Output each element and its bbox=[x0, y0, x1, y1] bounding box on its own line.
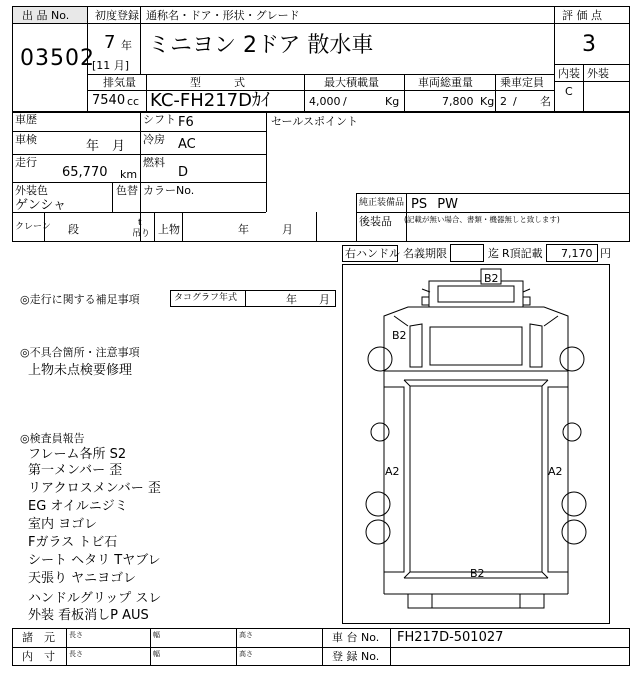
length-label-2: 長さ bbox=[69, 650, 83, 658]
crane-t: t bbox=[138, 218, 142, 228]
lot-number: 03502 bbox=[20, 46, 95, 71]
width-label-2: 幅 bbox=[153, 650, 160, 658]
height-label-2: 高さ bbox=[239, 650, 253, 658]
exterior-color-value: ゲンシャ bbox=[15, 198, 67, 213]
max-load-sep: / bbox=[343, 95, 347, 108]
length-label: 長さ bbox=[69, 631, 83, 639]
damage-mark-rear: B2 bbox=[470, 567, 485, 580]
gross-weight: 7,800 bbox=[442, 95, 474, 108]
width-label: 幅 bbox=[153, 631, 160, 639]
reg-year: 7 bbox=[104, 32, 116, 53]
chassis-value: FH217D-501027 bbox=[397, 630, 504, 645]
displacement-label: 排気量 bbox=[103, 76, 136, 89]
color-no-label: 色替 bbox=[116, 184, 138, 197]
inspector-item: リアクロスメンバー 歪 bbox=[28, 481, 161, 496]
r-meter-label: R頂記載 bbox=[502, 247, 543, 260]
wheel-front-left bbox=[368, 347, 392, 371]
inspection-label: 車検 bbox=[15, 133, 37, 146]
tacho-label: タコグラフ年式 bbox=[174, 293, 238, 303]
wheel-rear-right-2 bbox=[562, 520, 586, 544]
damage-mark-left: A2 bbox=[385, 465, 400, 478]
gross-weight-unit: Kg bbox=[480, 95, 495, 108]
inspector-item: ハンドルグリップ スレ bbox=[28, 591, 162, 606]
displacement: 7540 bbox=[92, 93, 126, 108]
grade-label: 評 価 点 bbox=[562, 9, 602, 22]
cab-roof-outline bbox=[429, 281, 523, 307]
aftermarket-note: (記載が無い場合、書類・機器無しと致します) bbox=[404, 215, 560, 224]
damage-mark-right: A2 bbox=[548, 465, 563, 478]
mileage-unit: km bbox=[120, 168, 138, 181]
right-hand-label: 右ハンドル bbox=[345, 247, 400, 260]
shift-value: F6 bbox=[178, 115, 194, 130]
inspector-item: 外装 看板消しP AUS bbox=[28, 608, 149, 623]
mileage-label: 走行 bbox=[15, 156, 37, 169]
color-no2-label: カラーNo. bbox=[143, 184, 195, 197]
name-change-label: 名義期限 bbox=[403, 247, 447, 260]
damage-mark-cab: B2 bbox=[484, 272, 499, 285]
max-load-unit: Kg bbox=[385, 95, 400, 108]
inspection-value: 年 月 bbox=[86, 139, 126, 154]
inspector-item: Fガラス トビ石 bbox=[28, 535, 118, 550]
displacement-unit: cc bbox=[127, 95, 140, 108]
r-meter-unit: 円 bbox=[600, 247, 611, 260]
wheel-rear-left-1 bbox=[366, 492, 390, 516]
grade-value: 3 bbox=[582, 32, 596, 57]
inspector-item: EG オイルニジミ bbox=[28, 499, 128, 514]
shift-label: シフト bbox=[143, 113, 176, 126]
deck-outline bbox=[410, 386, 542, 572]
capacity-unit: 名 bbox=[540, 95, 551, 108]
name-label: 通称名・ドア・形状・グレード bbox=[146, 9, 300, 22]
model-label: 型 式 bbox=[190, 76, 245, 89]
defect-label: ◎不具合箇所・注意事項 bbox=[20, 346, 140, 359]
reg-month: [11 月] bbox=[92, 59, 130, 72]
driving-notes-label: ◎走行に関する補足事項 bbox=[20, 293, 140, 306]
wheel-front-right bbox=[560, 347, 584, 371]
interior-grade: C bbox=[565, 85, 573, 98]
gross-weight-label: 車両総重量 bbox=[418, 76, 473, 89]
defect-text: 上物未点検要修理 bbox=[28, 363, 133, 378]
crane-hoist: 吊り bbox=[132, 229, 151, 239]
damage-mark-frame: B2 bbox=[392, 329, 407, 342]
name-change-box bbox=[450, 244, 484, 262]
height-label: 高さ bbox=[239, 631, 253, 639]
crane-stage: 段 bbox=[68, 223, 79, 236]
wheel-mid-left bbox=[371, 423, 389, 441]
genuine-value: PS PW bbox=[411, 197, 458, 212]
crane-label: クレーン bbox=[15, 222, 51, 232]
fuel-label: 燃料 bbox=[143, 156, 165, 169]
reg-year-unit: 年 bbox=[121, 39, 132, 52]
fuel-value: D bbox=[178, 165, 189, 180]
first-reg-label: 初度登録 bbox=[95, 9, 139, 22]
ac-value: AC bbox=[178, 137, 196, 152]
mileage-value: 65,770 bbox=[62, 165, 108, 180]
cab-outline bbox=[384, 307, 568, 371]
r-meter-value: 7,170 bbox=[561, 247, 593, 260]
upper-value: 年 月 bbox=[238, 223, 293, 236]
wheel-rear-left-2 bbox=[366, 520, 390, 544]
car-name: ミニヨン 2ドア 散水車 bbox=[148, 33, 374, 58]
inspector-item: 室内 ヨゴレ bbox=[28, 517, 98, 532]
upper-label: 上物 bbox=[158, 223, 180, 236]
ac-label: 冷房 bbox=[143, 133, 165, 146]
dimensions-label: 諸 元 bbox=[22, 631, 55, 644]
interior-dims-label: 内 寸 bbox=[22, 650, 55, 663]
capacity-sep: / bbox=[513, 95, 517, 108]
wheel-rear-right-1 bbox=[562, 492, 586, 516]
sales-point-label: セールスポイント bbox=[271, 115, 359, 128]
exterior-color-label: 外装色 bbox=[15, 184, 48, 197]
capacity: 2 bbox=[500, 95, 507, 108]
wheel-mid-right bbox=[563, 423, 581, 441]
inspector-item: シート ヘタリ Tヤブレ bbox=[28, 553, 161, 568]
name-change-until: 迄 bbox=[488, 247, 499, 260]
max-load: 4,000 bbox=[309, 95, 341, 108]
lot-no-label: 出 品 No. bbox=[22, 9, 70, 22]
interior-grade-label: 内装 bbox=[558, 67, 580, 80]
inspector-item: 天張り ヤニヨゴレ bbox=[28, 571, 137, 586]
windshield bbox=[430, 327, 522, 365]
chassis-label: 車 台 No. bbox=[332, 631, 380, 644]
history-label: 車歴 bbox=[15, 113, 37, 126]
registration-label: 登 録 No. bbox=[332, 650, 380, 663]
inspector-label: ◎検査員報告 bbox=[20, 432, 85, 445]
tacho-value: 年 月 bbox=[286, 293, 330, 306]
aftermarket-label: 後装品 bbox=[359, 215, 392, 228]
genuine-label: 純正装備品 bbox=[359, 198, 405, 208]
inspector-item: フレーム各所 S2 bbox=[28, 447, 127, 462]
model-code: KC-FH217Dｶｲ bbox=[150, 90, 270, 111]
exterior-grade-label: 外装 bbox=[587, 67, 609, 80]
max-load-label: 最大積載量 bbox=[324, 76, 379, 89]
capacity-label: 乗車定員 bbox=[500, 76, 544, 89]
inspector-item: 第一メンバー 歪 bbox=[28, 463, 123, 478]
cab-roof-inner bbox=[438, 286, 514, 302]
